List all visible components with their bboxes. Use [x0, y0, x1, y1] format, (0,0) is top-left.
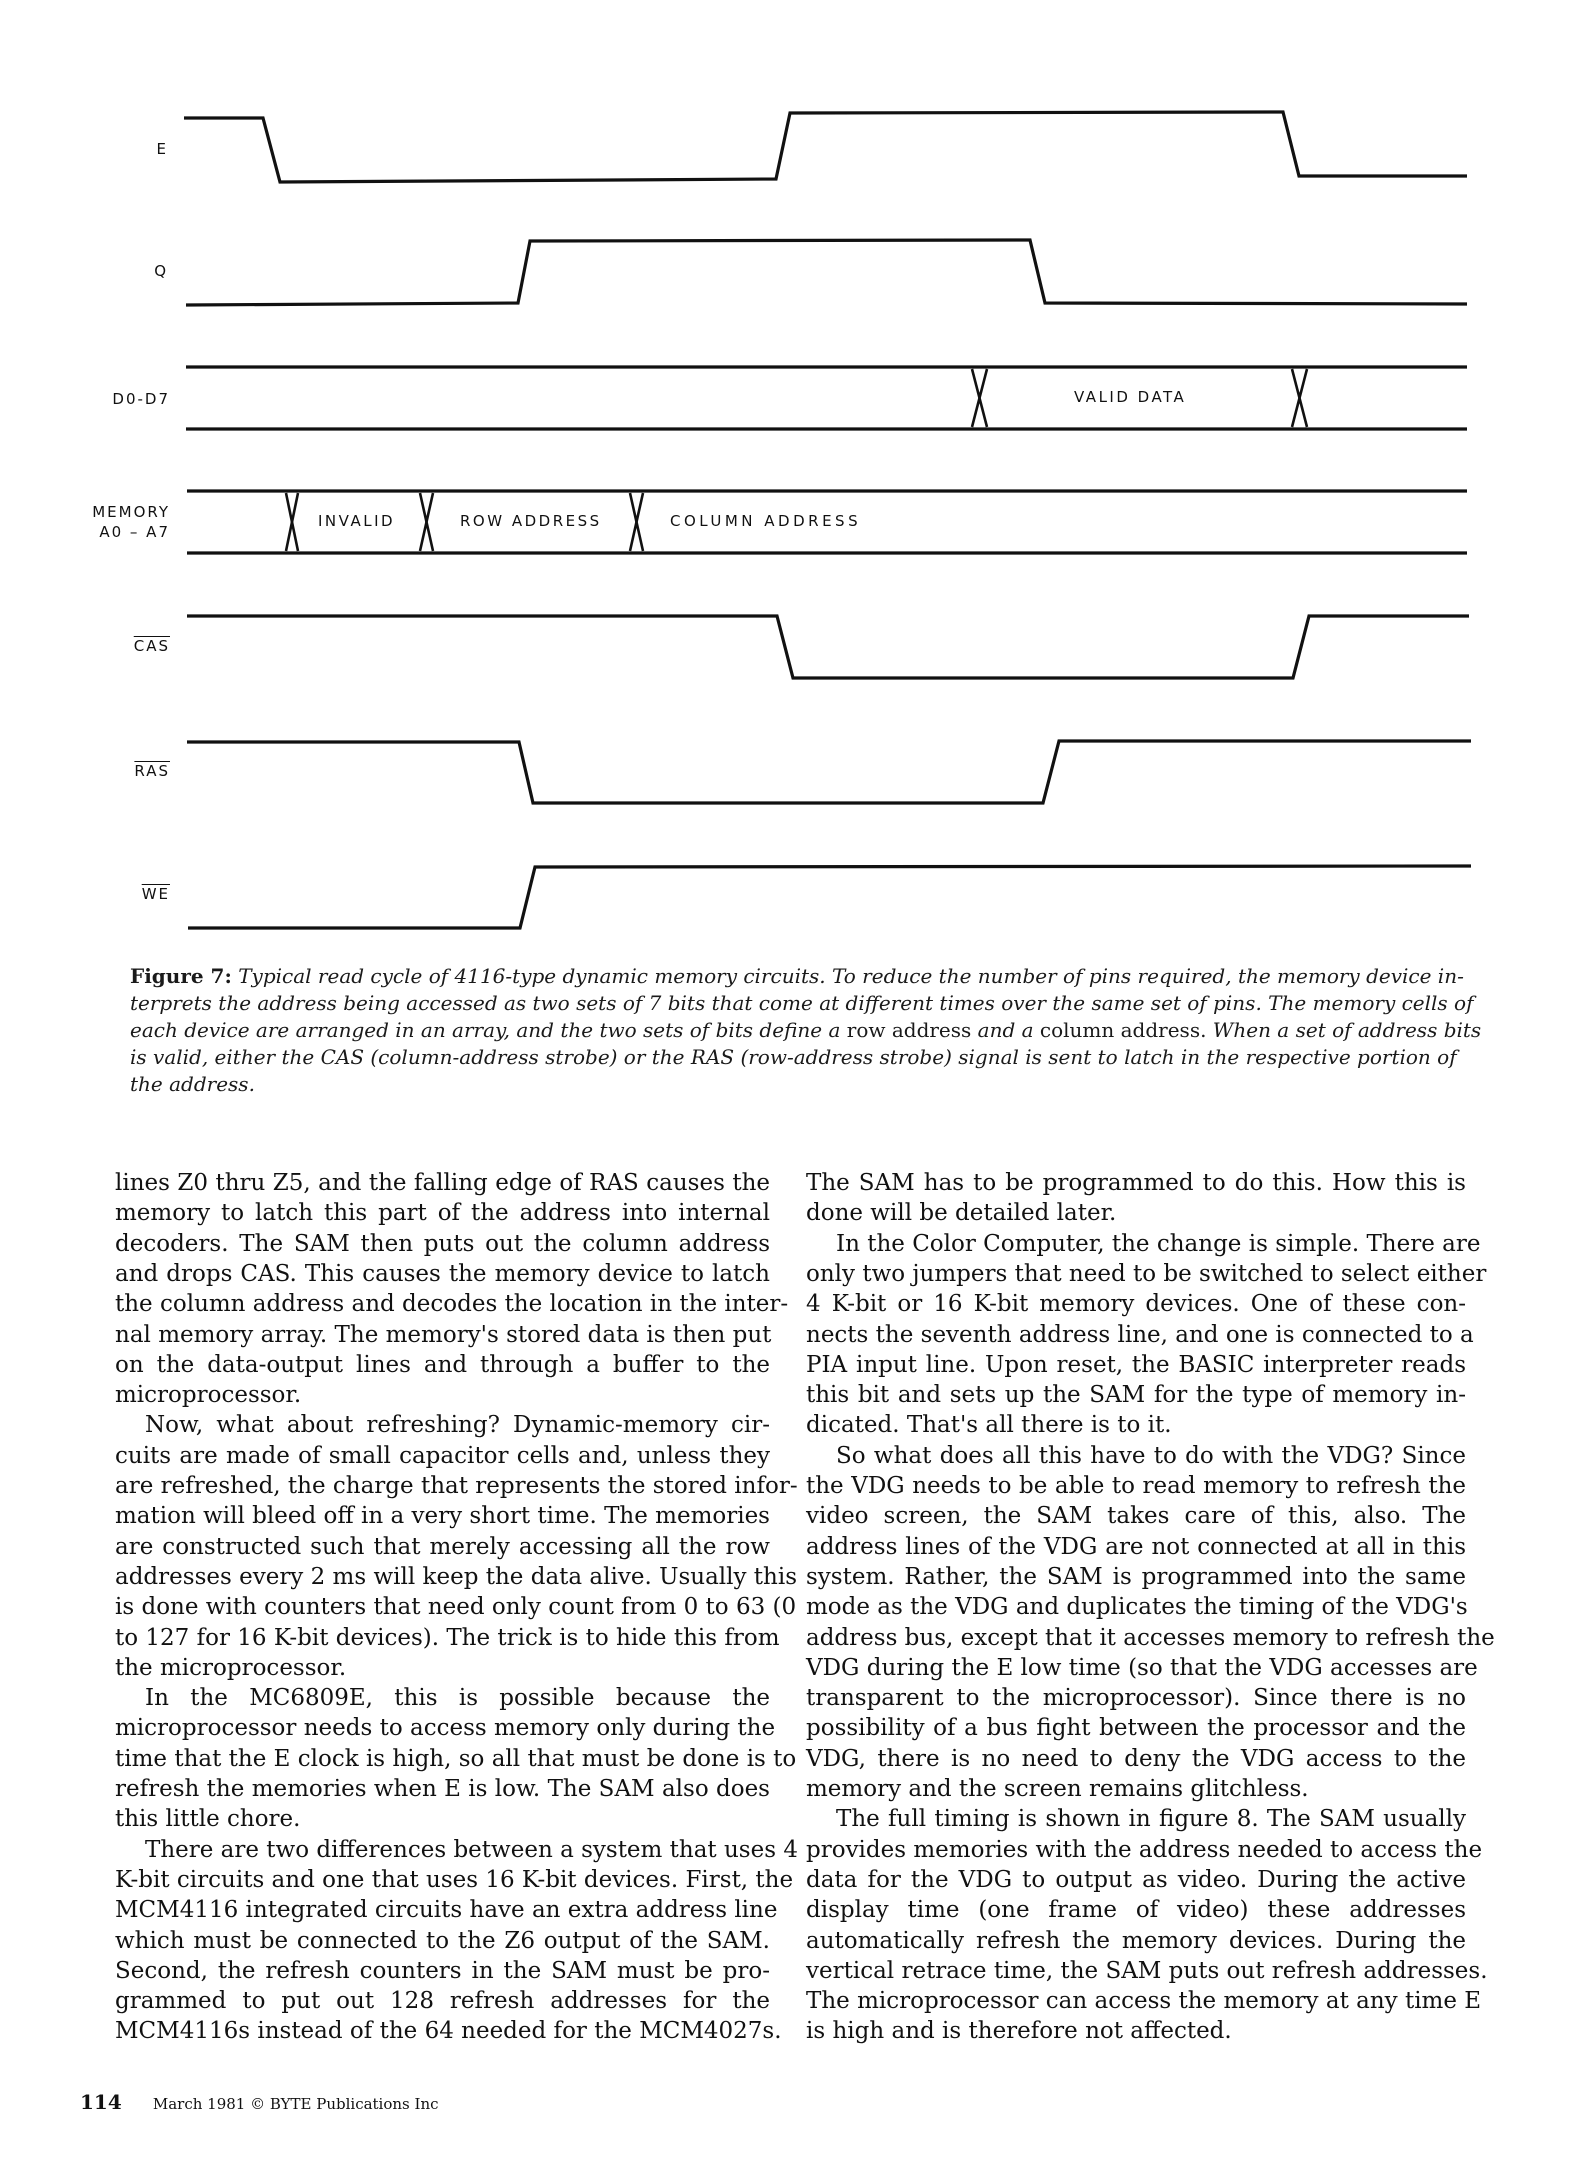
body-text-line: are constructed such that merely accessing all the row [115, 1533, 770, 1560]
body-text-line: mation will bleed off in a very short time. The memories [115, 1503, 770, 1530]
body-text-line: MCM4116s instead of the 64 needed for the MCM4027s. [115, 2018, 782, 2045]
body-text-line: 4 K-bit or 16 K-bit memory devices. One of these con- [806, 1291, 1466, 1318]
body-text-line: memory to latch this part of the address into internal [115, 1200, 770, 1227]
caption-line: is valid, either the CAS (column-address strobe) or the RAS (row-address strobe) signal is sent to latch in the respective portion of [130, 1045, 1457, 1069]
body-text-line: and drops CAS. This causes the memory device to latch [115, 1260, 770, 1287]
body-text-line: system. Rather, the SAM is programmed into the same [806, 1563, 1466, 1590]
body-text-line: Now, what about refreshing? Dynamic-memory cir- [145, 1412, 770, 1439]
body-text-line: video screen, the SAM takes care of this, also. The [806, 1503, 1466, 1530]
caption-line: terprets the address being accessed as two sets of 7 bits that come at different times over the same set of pins. The memory cells of [130, 991, 1474, 1015]
body-text-line: data for the VDG to output as video. During the active [806, 1866, 1466, 1893]
body-text-line: The microprocessor can access the memory at any time E [806, 1988, 1482, 2015]
body-text-line: nects the seventh address line, and one is connected to a [806, 1321, 1474, 1348]
body-text-line: The SAM has to be programmed to do this. How this is [806, 1170, 1466, 1196]
page-number: 114 [80, 2090, 122, 2114]
body-text-line: In the MC6809E, this is possible because the [145, 1685, 770, 1712]
body-text-line: provides memories with the address needed to access the [806, 1836, 1483, 1863]
body-text-line: on the data-output lines and through a buffer to the [115, 1351, 770, 1378]
body-text-line: refresh the memories when E is low. The SAM also does [115, 1776, 770, 1802]
caption-text: Typical read cycle of 4116-type dynamic memory circuits. To reduce the number of pins required, the memory device in- [238, 964, 1464, 988]
signal-label-d0-d7: D0-D7 [112, 390, 170, 408]
body-text-line: to 127 for 16 K-bit devices). The trick is to hide this from [115, 1624, 780, 1651]
body-text-line: The full timing is shown in figure 8. The SAM usually [836, 1806, 1466, 1833]
body-text-line: possibility of a bus fight between the processor and the [806, 1715, 1466, 1742]
copyright-line: March 1981 © BYTE Publications Inc [152, 2095, 439, 2113]
body-text-line: grammed to put out 128 refresh addresses for the [115, 1988, 770, 2015]
waveform-we [188, 866, 1471, 928]
caption-line: the address. [130, 1072, 255, 1096]
caption-text: each device are arranged in an array, and the two sets of bits define a [130, 1018, 841, 1042]
body-text-line: lines Z0 thru Z5, and the falling edge of RAS causes the [115, 1170, 770, 1196]
waveform-d0-d7 [186, 367, 1467, 429]
body-text-line: VDG during the E low time (so that the VDG accesses are [806, 1654, 1478, 1681]
body-text-line: VDG, there is no need to deny the VDG access to the [806, 1745, 1466, 1772]
waveform-q [186, 240, 1467, 305]
signal-label-e: E [156, 140, 168, 158]
timing-diagram [0, 0, 1575, 940]
body-text-line: transparent to the microprocessor). Since there is no [806, 1685, 1466, 1712]
body-text-line: the microprocessor. [115, 1654, 347, 1681]
body-text-line: cuits are made of small capacitor cells and, unless they [115, 1442, 770, 1469]
body-text-line: is high and is therefore not affected. [806, 2018, 1232, 2045]
body-text-line: PIA input line. Upon reset, the BASIC interpreter reads [806, 1351, 1466, 1378]
body-text-line: In the Color Computer, the change is simple. There are [836, 1230, 1481, 1257]
signal-label-memory: MEMORY [92, 503, 170, 521]
body-text-line: done will be detailed later. [806, 1200, 1117, 1227]
body-text-line: the VDG needs to be able to read memory to refresh the [806, 1473, 1466, 1499]
body-text-line: address lines of the VDG are not connected at all in this [806, 1533, 1466, 1560]
caption-text: When a set of address bits [1212, 1018, 1482, 1042]
body-text-line: only two jumpers that need to be switched to select either [806, 1260, 1487, 1287]
caption-figure-label: Figure 7: [130, 964, 232, 988]
body-text-line: which must be connected to the Z6 output of the SAM. [115, 1927, 770, 1954]
body-text-line: the column address and decodes the location in the inter- [115, 1291, 789, 1318]
body-text-line: mode as the VDG and duplicates the timing of the VDG's [806, 1594, 1468, 1621]
waveform-ras [187, 741, 1471, 803]
body-text-line: There are two differences between a system that uses 4 [145, 1836, 798, 1863]
signal-label-a0-a7: A0 – A7 [99, 523, 170, 541]
caption-text: and a [977, 1018, 1034, 1042]
body-text-line: display time (one frame of video) these addresses [806, 1897, 1466, 1924]
caption-term-column: column address. [1033, 1018, 1213, 1042]
caption-line [130, 1018, 1481, 1042]
body-text-line: Second, the refresh counters in the SAM must be pro- [115, 1957, 770, 1984]
body-text-line: memory and the screen remains glitchless. [806, 1776, 1309, 1802]
caption-line [130, 964, 1464, 988]
bus-label-invalid: INVALID [318, 512, 396, 530]
waveform-cas [187, 616, 1469, 678]
timing-waveforms [0, 0, 1575, 940]
body-text-line: time that the E clock is high, so all that must be done is to [115, 1745, 797, 1772]
body-text-line: addresses every 2 ms will keep the data alive. Usually this [115, 1563, 798, 1590]
body-text-line: microprocessor. [115, 1382, 302, 1409]
signal-label-cas: $\overline{CAS}$ [133, 637, 170, 655]
signal-label-we: $\overline{WE}$ [141, 885, 170, 903]
body-text-line: nal memory array. The memory's stored data is then put [115, 1321, 772, 1348]
bus-label-column-address: COLUMN ADDRESS [670, 512, 862, 530]
bus-label-row-address: ROW ADDRESS [460, 512, 602, 530]
body-text-line: are refreshed, the charge that represents the stored infor- [115, 1473, 798, 1499]
body-text-line: vertical retrace time, the SAM puts out refresh addresses. [806, 1957, 1488, 1984]
body-text-line: this bit and sets up the SAM for the type of memory in- [806, 1382, 1466, 1409]
body-text-line: address bus, except that it accesses memory to refresh the [806, 1624, 1495, 1651]
waveform-e [184, 112, 1467, 182]
page-footer [80, 2090, 439, 2114]
body-text-line: MCM4116 integrated circuits have an extra address line [115, 1897, 778, 1924]
bus-label-valid-data: VALID DATA [1074, 388, 1187, 406]
body-text-line: So what does all this have to do with the VDG? Since [836, 1442, 1466, 1469]
body-text-line: automatically refresh the memory devices. During the [806, 1927, 1466, 1954]
body-text-line: K-bit circuits and one that uses 16 K-bit devices. First, the [115, 1866, 794, 1893]
body-text-line: microprocessor needs to access memory only during the [115, 1715, 776, 1742]
body-text-line: is done with counters that need only count from 0 to 63 (0 [115, 1594, 797, 1621]
body-text-line: decoders. The SAM then puts out the column address [115, 1230, 770, 1257]
body-text-line: dicated. That's all there is to it. [806, 1412, 1172, 1439]
signal-label-ras: $\overline{RAS}$ [134, 762, 170, 780]
signal-label-q: Q [154, 262, 168, 280]
caption-term-row: row address [840, 1018, 978, 1042]
body-text-line: this little chore. [115, 1806, 301, 1833]
